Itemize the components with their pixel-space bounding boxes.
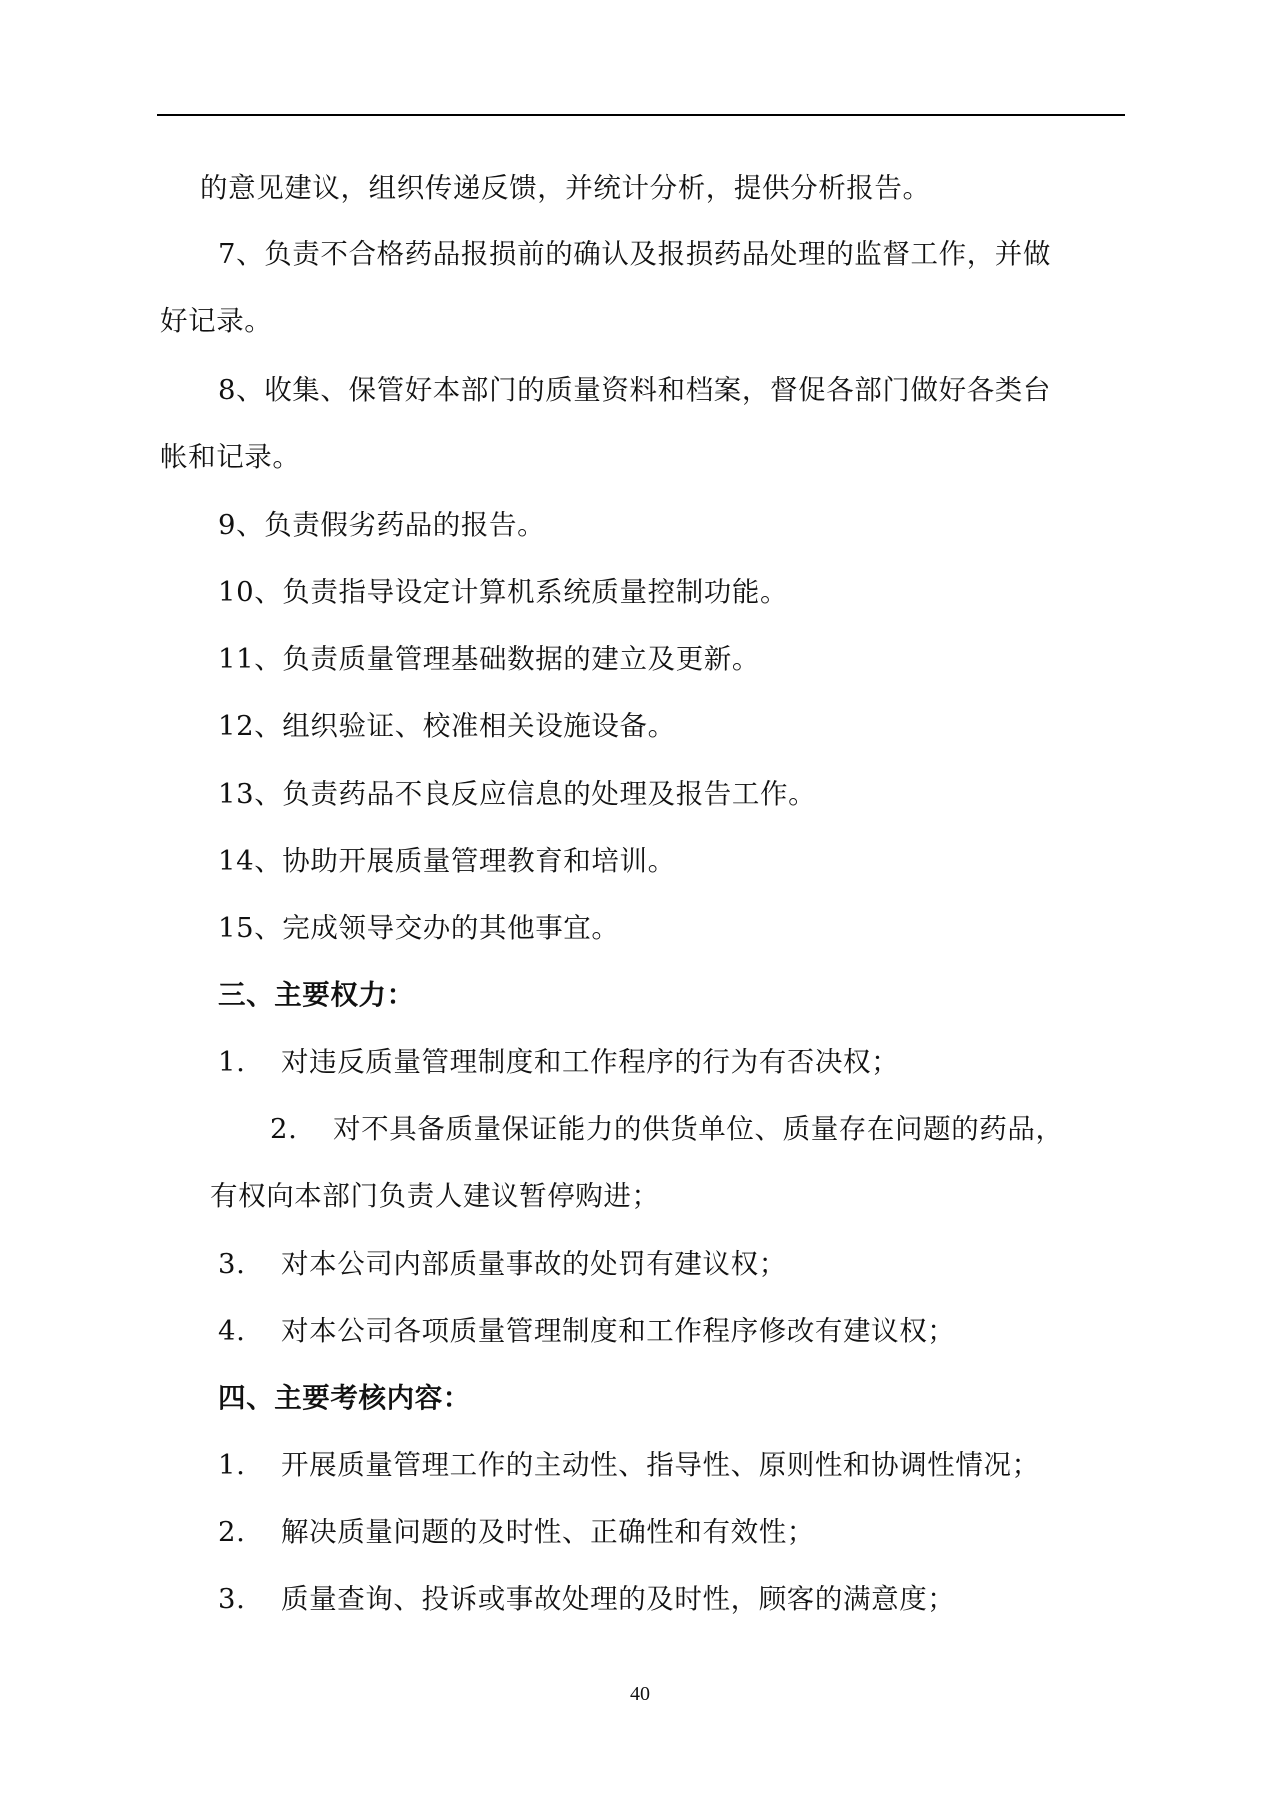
item-9: 9、负责假劣药品的报告。 — [218, 509, 546, 541]
rights-item-1-text: 对违反质量管理制度和工作程序的行为有否决权； — [281, 1046, 900, 1078]
assessment-item-2-text: 解决质量问题的及时性、正确性和有效性； — [281, 1516, 815, 1548]
assessment-item-2 — [218, 1514, 815, 1550]
rights-item-2-continuation: 有权向本部门负责人建议暂停购进； — [210, 1180, 660, 1212]
item-12: 12、组织验证、校准相关设施设备。 — [218, 710, 676, 742]
rights-item-3-text: 对本公司内部质量事故的处罚有建议权； — [281, 1248, 787, 1280]
header-rule — [157, 114, 1125, 116]
item-10: 10、负责指导设定计算机系统质量控制功能。 — [218, 576, 789, 608]
assessment-item-3 — [218, 1581, 955, 1617]
item-8-line-2: 帐和记录。 — [160, 441, 301, 473]
item-6-continuation: 的意见建议，组织传递反馈，并统计分析，提供分析报告。 — [200, 172, 931, 204]
section-4-heading: 四、主要考核内容： — [218, 1382, 471, 1414]
assessment-item-3-text: 质量查询、投诉或事故处理的及时性，顾客的满意度； — [281, 1583, 956, 1615]
rights-item-1-number: 1. — [218, 1046, 246, 1078]
item-11: 11、负责质量管理基础数据的建立及更新。 — [218, 643, 760, 675]
item-7-line-1: 7、负责不合格药品报损前的确认及报损药品处理的监督工作，并做 — [218, 238, 1051, 270]
item-13: 13、负责药品不良反应信息的处理及报告工作。 — [218, 778, 817, 810]
rights-item-3-number: 3. — [218, 1248, 246, 1280]
item-15: 15、完成领导交办的其他事宜。 — [218, 912, 620, 944]
rights-item-1 — [218, 1044, 899, 1080]
rights-item-2 — [270, 1111, 1064, 1147]
section-3-heading: 三、主要权力： — [218, 979, 415, 1011]
rights-item-2-number: 2. — [270, 1113, 298, 1145]
assessment-item-1-text: 开展质量管理工作的主动性、指导性、原则性和协调性情况； — [281, 1449, 1040, 1481]
item-8-line-1: 8、收集、保管好本部门的质量资料和档案，督促各部门做好各类台 — [218, 374, 1051, 406]
rights-item-3 — [218, 1246, 787, 1282]
assessment-item-2-number: 2. — [218, 1516, 246, 1548]
rights-item-4 — [218, 1313, 955, 1349]
item-14: 14、协助开展质量管理教育和培训。 — [218, 845, 676, 877]
assessment-item-1-number: 1. — [218, 1449, 246, 1481]
page-number: 40 — [630, 1683, 650, 1705]
assessment-item-3-number: 3. — [218, 1583, 246, 1615]
rights-item-4-text: 对本公司各项质量管理制度和工作程序修改有建议权； — [281, 1315, 956, 1347]
assessment-item-1 — [218, 1447, 1040, 1483]
rights-item-4-number: 4. — [218, 1315, 246, 1347]
rights-item-2-text: 对不具备质量保证能力的供货单位、质量存在问题的药品， — [333, 1113, 1064, 1145]
item-7-line-2: 好记录。 — [160, 305, 273, 337]
